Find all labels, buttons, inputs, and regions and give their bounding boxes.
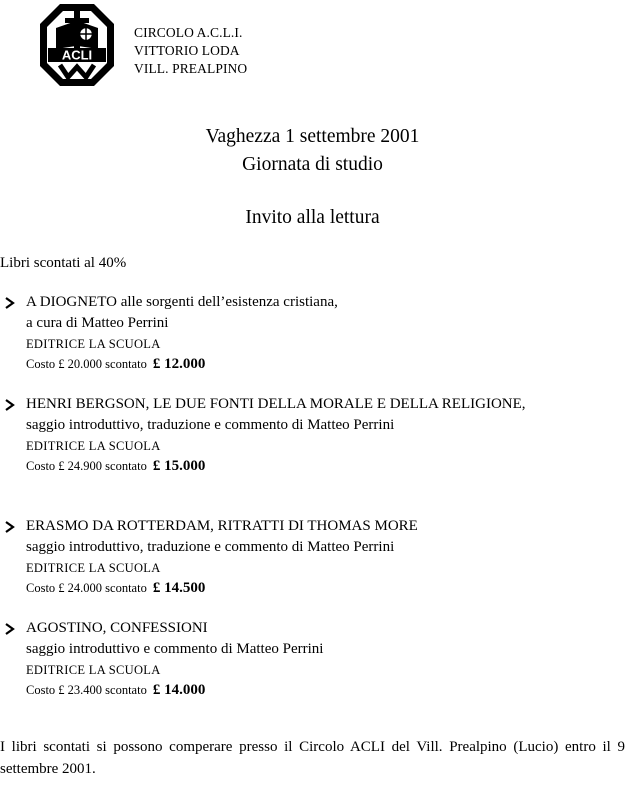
book-publisher: EDITRICE LA SCUOLA (26, 337, 161, 351)
discounted-price: £ 14.000 (152, 682, 206, 698)
book-publisher: EDITRICE LA SCUOLA (26, 561, 161, 575)
event-subtitle: Giornata di studio (242, 154, 383, 175)
acli-logo (38, 2, 116, 88)
event-date: Vaghezza 1 settembre 2001 (205, 126, 420, 147)
arrow-bullet-icon (3, 394, 17, 416)
original-price: Costo £ 24.000 scontato (26, 581, 147, 595)
book-description: a cura di Matteo Perrini (26, 315, 169, 331)
section-title: Invito alla lettura (245, 207, 380, 228)
book-title: A DIOGNETO alle sorgenti dell’esistenza cristiana, (26, 294, 338, 310)
book-entry (0, 394, 625, 477)
discounted-price: £ 12.000 (152, 356, 206, 372)
arrow-bullet-icon (3, 516, 17, 538)
arrow-bullet-icon (3, 292, 17, 314)
book-price (26, 680, 542, 701)
intro-text: Libri scontati al 40% (0, 255, 127, 271)
org-line: VILL. PREALPINO (134, 61, 248, 76)
org-line: VITTORIO LODA (134, 43, 240, 58)
acli-logo-graphic (38, 2, 116, 88)
discounted-price: £ 14.500 (152, 580, 206, 596)
original-price: Costo £ 23.400 scontato (26, 683, 147, 697)
org-line: CIRCOLO A.C.L.I. (134, 25, 243, 40)
book-description: saggio introduttivo, traduzione e commento di Matteo Perrini (26, 539, 395, 555)
book-title: AGOSTINO, CONFESSIONI (26, 620, 208, 636)
book-price (26, 354, 542, 375)
book-publisher: EDITRICE LA SCUOLA (26, 439, 161, 453)
book-title: ERASMO DA ROTTERDAM, RITRATTI DI THOMAS MORE (26, 518, 418, 534)
original-price: Costo £ 24.900 scontato (26, 459, 147, 473)
arrow-bullet-icon (3, 618, 17, 640)
book-entry (0, 516, 625, 599)
book-description: saggio introduttivo e commento di Matteo Perrini (26, 641, 324, 657)
book-entry (0, 292, 625, 375)
original-price: Costo £ 20.000 scontato (26, 357, 147, 371)
book-price (26, 456, 542, 477)
discounted-price: £ 15.000 (152, 458, 206, 474)
logo-text: ACLI (61, 47, 93, 63)
book-title: HENRI BERGSON, LE DUE FONTI DELLA MORALE E DELLA RELIGIONE, (26, 396, 526, 412)
book-entry (0, 618, 625, 701)
book-price (26, 578, 542, 599)
org-name (134, 24, 247, 78)
footer-note: I libri scontati si possono comperare presso il Circolo ACLI del Vill. Prealpino (Lucio) entro il 9 settembre 2001. (0, 739, 625, 777)
book-description: saggio introduttivo, traduzione e commento di Matteo Perrini (26, 417, 395, 433)
book-publisher: EDITRICE LA SCUOLA (26, 663, 161, 677)
